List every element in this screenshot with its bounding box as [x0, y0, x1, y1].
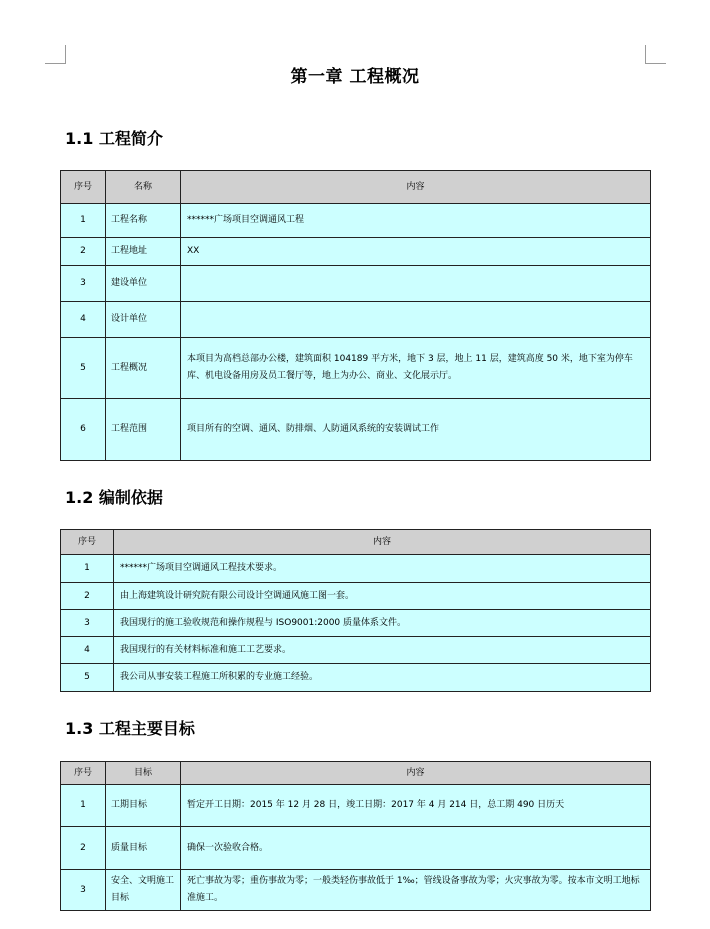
row-content: 本项目为高档总部办公楼，建筑面积 104189 平方米，地下 3 层，地上 11 层，建筑高度 50 米，地下室为停车库、机电设备用房及员工餐厅等，地上为办公、商业、文化展示厅。 — [181, 338, 651, 399]
row-number: 2 — [61, 238, 106, 266]
row-content: 死亡事故为零；重伤事故为零；一般类轻伤事故低于 1‰；管线设备事故为零；火灾事故为零。按本市文明工地标准施工。 — [181, 870, 651, 911]
chapter-title: 第一章 工程概况 — [290, 67, 420, 87]
row-name: 设计单位 — [106, 302, 181, 338]
row-number: 6 — [61, 399, 106, 461]
table-row — [61, 338, 651, 399]
table-header-row — [61, 171, 651, 204]
row-number: 4 — [61, 637, 114, 664]
table-row — [61, 637, 651, 664]
row-number: 1 — [61, 204, 106, 238]
row-content: ******广场项目空调通风工程 — [181, 204, 651, 238]
table-header-row — [61, 530, 651, 555]
row-number: 2 — [61, 583, 114, 610]
row-content: 我国现行的施工验收规范和操作规程与 ISO9001:2000 质量体系文件。 — [114, 610, 651, 637]
table-row — [61, 827, 651, 870]
row-number: 5 — [61, 338, 106, 399]
row-name: 工程概况 — [106, 338, 181, 399]
table-row — [61, 583, 651, 610]
table-row — [61, 204, 651, 238]
table-row — [61, 664, 651, 692]
row-content: 我国现行的有关材料标准和施工工艺要求。 — [114, 637, 651, 664]
row-content: 项目所有的空调、通风、防排烟、人防通风系统的安装调试工作 — [181, 399, 651, 461]
row-name: 工程范围 — [106, 399, 181, 461]
header-content: 内容 — [181, 762, 651, 785]
table-row — [61, 238, 651, 266]
header-content: 内容 — [181, 171, 651, 204]
row-name: 安全、文明施工目标 — [106, 870, 181, 911]
row-content: 确保一次验收合格。 — [181, 827, 651, 870]
row-content: 我公司从事安装工程施工所积累的专业施工经验。 — [114, 664, 651, 692]
table-row — [61, 610, 651, 637]
row-name: 工期目标 — [106, 785, 181, 827]
row-number: 1 — [61, 555, 114, 583]
header-number: 序号 — [61, 762, 106, 785]
table-row — [61, 870, 651, 911]
section-heading-basis: 1.2 编制依据 — [65, 488, 163, 507]
table-row — [61, 302, 651, 338]
header-number: 序号 — [61, 171, 106, 204]
table-row — [61, 399, 651, 461]
row-number: 1 — [61, 785, 106, 827]
section-heading-overview: 1.1 工程简介 — [65, 129, 163, 148]
row-name: 工程名称 — [106, 204, 181, 238]
row-number: 5 — [61, 664, 114, 692]
row-content: 暂定开工日期：2015 年 12 月 28 日，竣工日期：2017 年 4 月 214 日，总工期 490 日历天 — [181, 785, 651, 827]
compilation-basis-table — [60, 529, 651, 692]
row-name: 质量目标 — [106, 827, 181, 870]
header-number: 序号 — [61, 530, 114, 555]
row-content — [181, 266, 651, 302]
table-header-row — [61, 762, 651, 785]
row-content: ******广场项目空调通风工程技术要求。 — [114, 555, 651, 583]
row-number: 2 — [61, 827, 106, 870]
section-heading-goals: 1.3 工程主要目标 — [65, 719, 195, 738]
row-number: 3 — [61, 870, 106, 911]
row-content: 由上海建筑设计研究院有限公司设计空调通风施工图一套。 — [114, 583, 651, 610]
row-content: XX — [181, 238, 651, 266]
row-content — [181, 302, 651, 338]
project-goals-table — [60, 761, 651, 911]
row-number: 3 — [61, 610, 114, 637]
table-row — [61, 266, 651, 302]
table-row — [61, 555, 651, 583]
row-name: 建设单位 — [106, 266, 181, 302]
project-overview-table — [60, 170, 651, 461]
row-name: 工程地址 — [106, 238, 181, 266]
header-content: 内容 — [114, 530, 651, 555]
header-name: 名称 — [106, 171, 181, 204]
row-number: 4 — [61, 302, 106, 338]
row-number: 3 — [61, 266, 106, 302]
table-row — [61, 785, 651, 827]
header-goal: 目标 — [106, 762, 181, 785]
